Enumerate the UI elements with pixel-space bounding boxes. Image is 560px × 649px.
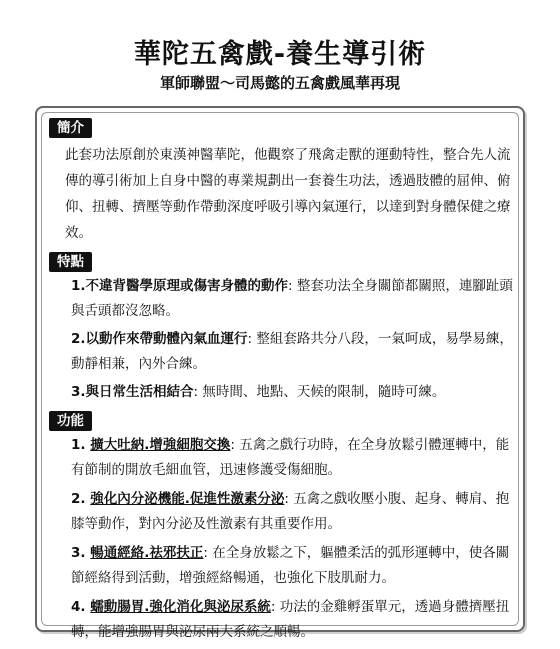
functions-tag: 功能 [49, 411, 92, 431]
feature-text: : 整套功法全身關節都關照，連腳趾頭與舌頭都沒忽略。 [71, 278, 513, 319]
feature-heading: 3.與日常生活相結合 [71, 384, 194, 400]
features-section [49, 252, 515, 405]
page-subtitle: 軍師聯盟～司馬懿的五禽戲風華再現 [159, 74, 400, 92]
feature-item [49, 380, 515, 405]
features-tag: 特點 [49, 252, 92, 272]
function-number: 2. [71, 491, 91, 507]
function-number: 1. [71, 437, 91, 453]
feature-heading: 2.以動作來帶動體內氣血運行 [71, 331, 248, 347]
features-list [49, 274, 515, 405]
function-text: : 功法的金雞孵蛋單元，透過身體擠壓扭轉，能增強腸胃與泌尿兩大系統之順暢。 [71, 599, 510, 640]
functions-section [49, 411, 515, 645]
feature-heading: 1.不違背醫學原理或傷害身體的動作 [71, 278, 289, 294]
page-title: 華陀五禽戲-養生導引術 [133, 39, 427, 70]
content-body [49, 118, 515, 649]
feature-item [49, 327, 515, 377]
intro-section [49, 118, 515, 246]
function-heading: 暢通經絡.祛邪扶正 [90, 545, 204, 561]
feature-text: : 無時間、地點、天候的限制，隨時可練。 [193, 384, 446, 400]
function-text: : 五禽之戲行功時，在全身放鬆引體運轉中，能有節制的開放毛細血管，迅速修護受傷細胞。 [71, 437, 510, 478]
function-item [49, 433, 515, 483]
function-text: : 五禽之戲收壓小腹、起身、轉肩、抱膝等動作，對內分泌及性激素有其重要作用。 [71, 491, 510, 532]
function-text: : 在全身放鬆之下，軀體柔活的弧形運轉中，使各關節經絡得到活動，增強經絡暢通，也強化下肢肌耐力。 [71, 545, 510, 586]
function-heading: 擴大吐納.增強細胞交換 [90, 437, 231, 453]
feature-text: : 整組套路共分八段，一氣呵成，易學易練，動靜相兼，內外合練。 [71, 331, 513, 372]
function-number: 4. [71, 599, 91, 615]
function-item [49, 487, 515, 537]
functions-list [49, 433, 515, 645]
function-heading: 蠕動腸胃.強化消化與泌尿系統 [90, 599, 271, 615]
function-number: 3. [71, 545, 91, 561]
intro-tag: 簡介 [49, 118, 92, 138]
intro-text: 此套功法原創於東漢神醫華陀，他觀察了飛禽走獸的運動特性，整合先人流傳的導引術加上自身中醫的專業規劃出一套養生功法，透過肢體的屈伸、俯仰、扭轉、擠壓等動作帶動深度呼吸引導內氣運行，以達到對身體保健之療效。 [65, 147, 511, 241]
function-item [49, 541, 515, 591]
function-heading: 強化內分泌機能.促進性激素分泌 [90, 491, 285, 507]
function-item [49, 595, 515, 645]
feature-item [49, 274, 515, 324]
